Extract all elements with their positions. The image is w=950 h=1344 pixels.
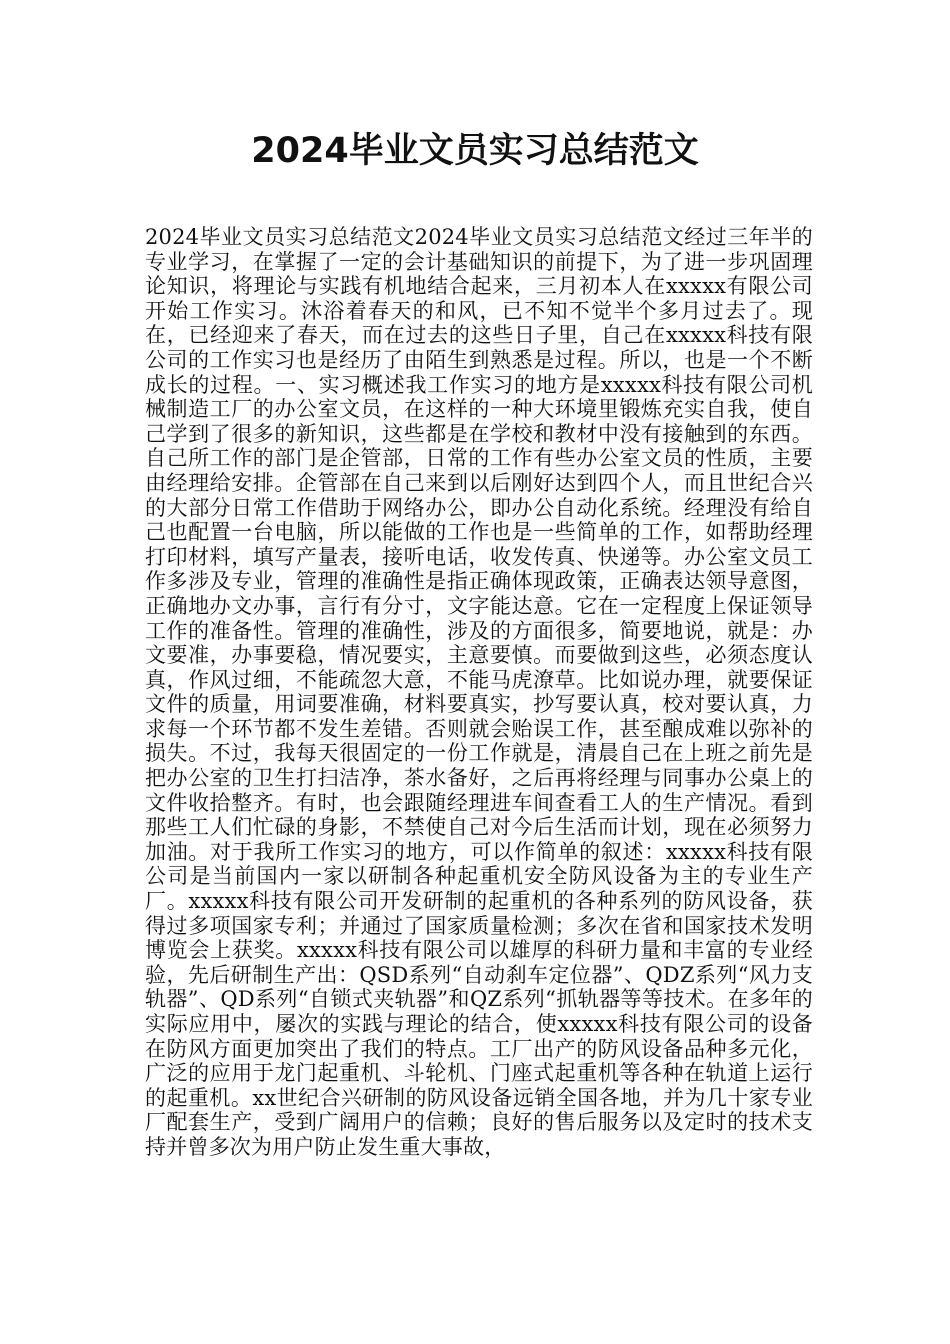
document-title: 2024毕业文员实习总结范文: [251, 131, 699, 171]
document-body-paragraph: 2024毕业文员实习总结范文2024毕业文员实习总结范文经过三年半的专业学习，在掌握了一定的会计基础知识的前提下，为了进一步巩固理论知识，将理论与实践有机地结合起来，三月初本人在xxxxx有限公司开始工作实习。沐浴着春天的和风，已不知不觉半个多月过去了。现在，已经迎来了春天，而在过去的这些日子里，自己在xxxxx科技有限公司的工作实习也是经历了由陌生到熟悉是过程。所以，也是一个不断成长的过程。一、实习概述我工作实习的地方是xxxxx科技有限公司机械制造工厂的办公室文员，在这样的一种大环境里锻炼充实自我，使自己学到了很多的新知识，这些都是在学校和教材中没有接触到的东西。自己所工作的部门是企管部，日常的工作有些办公室文员的性质，主要由经理给安排。企管部在自己来到以后刚好达到四个人，而且世纪合兴的大部分日常工作借助于网络办公，即办公自动化系统。经理没有给自己也配置一台电脑，所以能做的工作也是一些简单的工作，如帮助经理打印材料，填写产量表，接听电话，收发传真、快递等。办公室文员工作多涉及专业，管理的准确性是指正确体现政策，正确表达领导意图，正确地办文办事，言行有分寸，文字能达意。它在一定程度上保证领导工作的准备性。管理的准确性，涉及的方面很多，简要地说，就是：办文要准，办事要稳，情况要实，主意要慎。而要做到这些，必须态度认真，作风过细，不能疏忽大意，不能马虎潦草。比如说办理，就要保证文件的质量，用词要准确，材料要真实，抄写要认真，校对要认真，力求每一个环节都不发生差错。否则就会贻误工作，甚至酿成难以弥补的损失。不过，我每天很固定的一份工作就是，清晨自己在上班之前先是把办公室的卫生打扫洁净，茶水备好，之后再将经理与同事办公桌上的文件收拾整齐。有时，也会跟随经理进车间查看工人的生产情况。看到那些工人们忙碌的身影，不禁使自己对今后生活而计划，现在必须努力加油。对于我所工作实习的地方，可以作简单的叙述：xxxxx科技有限公司是当前国内一家以研制各种起重机安全防风设备为主的专业生产厂。xxxxx科技有限公司开发研制的起重机的各种系列的防风设备，获得过多项国家专利；并通过了国家质量检测；多次在省和国家技术发明博览会上获奖。xxxxx科技有限公司以雄厚的科研力量和丰富的专业经验，先后研制生产出：QSD系列“自动刹车定位器”、QDZ系列“风力支轨器”、QD系列“自锁式夹轨器”和QZ系列“抓轨器等等技术。在多年的实际应用中，屡次的实践与理论的结合，使xxxxx科技有限公司的设备在防风方面更加突出了我们的特点。工厂出产的防风设备品种多元化，广泛的应用于龙门起重机、斗轮机、门座式起重机等各种在轨道上运行的起重机。xx世纪合兴研制的防风设备远销全国各地，并为几十家专业厂配套生产，受到广阔用户的信赖；良好的售后服务以及定时的技术支持并曾多次为用户防止发生重大事故，: [145, 225, 813, 1159]
